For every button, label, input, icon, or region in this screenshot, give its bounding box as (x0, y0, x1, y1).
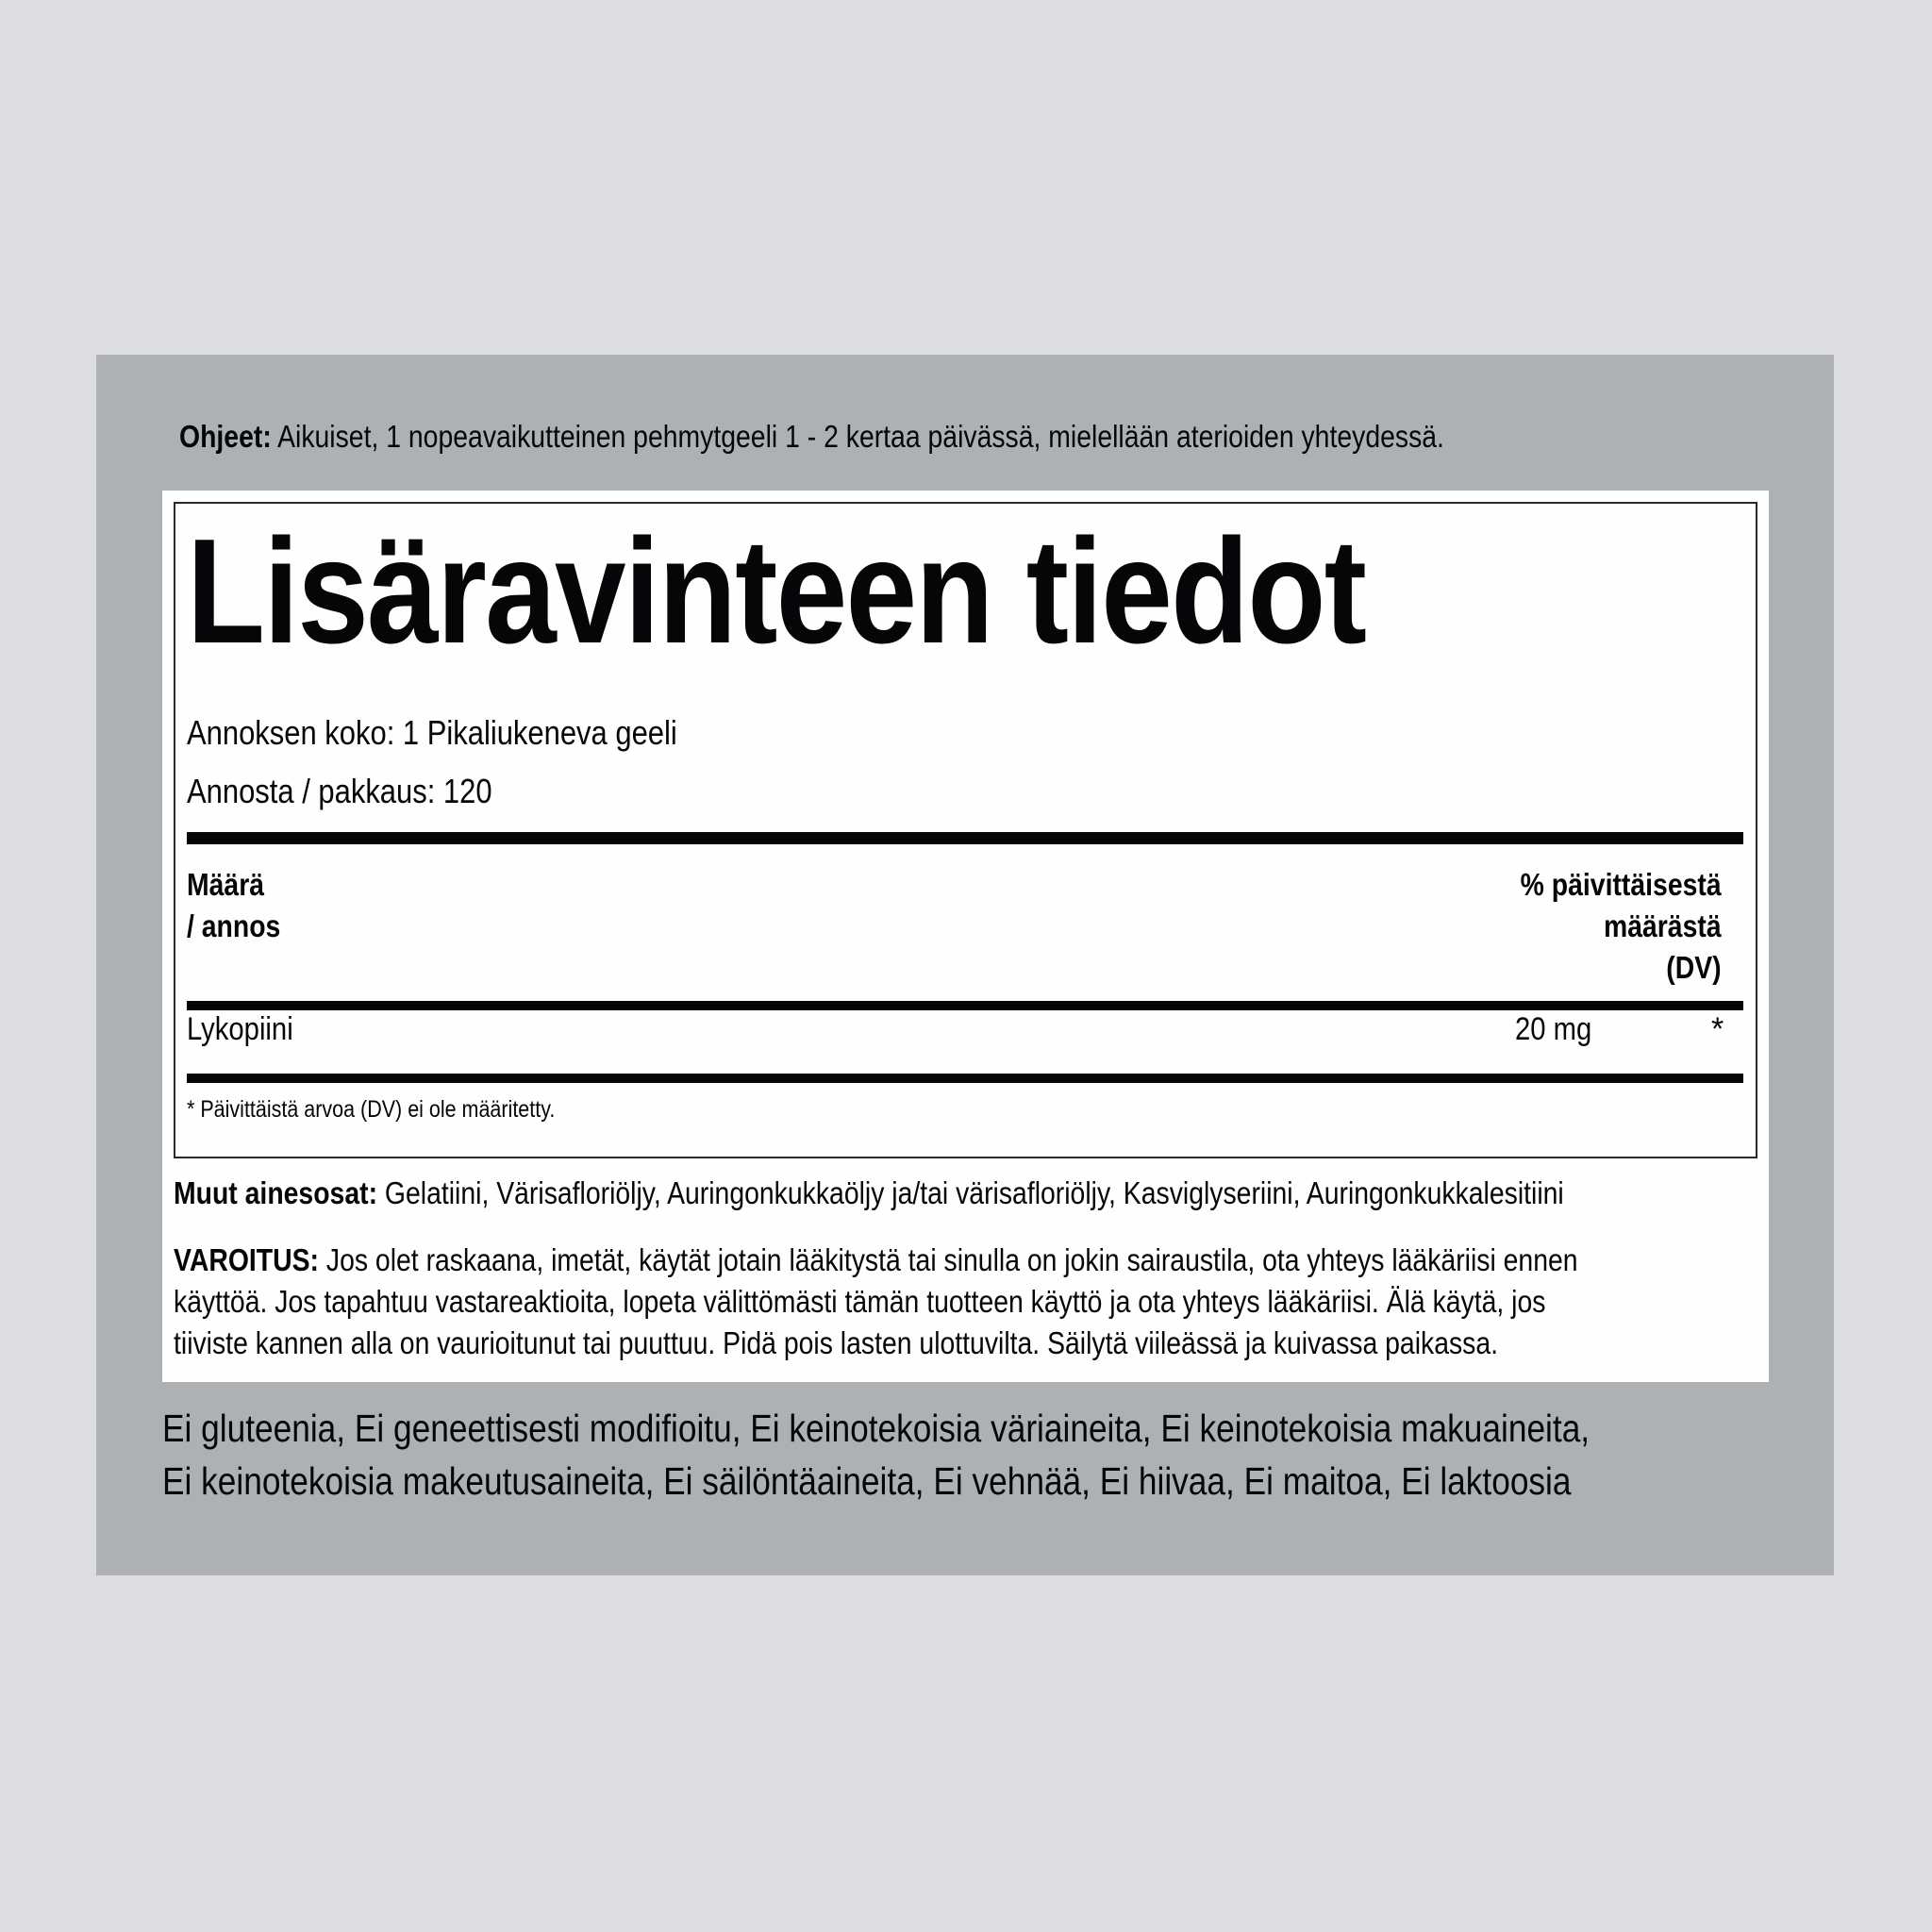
free-from-claims (162, 1402, 1590, 1507)
thick-divider (187, 1074, 1743, 1083)
daily-value-header (1521, 864, 1722, 989)
label-panel (96, 355, 1834, 1575)
nutrient-row (187, 1011, 1734, 1058)
supplement-facts-panel (174, 502, 1757, 1158)
directions (179, 419, 1444, 455)
thick-divider (187, 832, 1743, 844)
supplement-label-box (162, 491, 1769, 1382)
header-right-line: (DV) (1666, 950, 1722, 985)
warning-line: käyttöä. Jos tapahtuu vastareaktioita, lopeta välittömästi tämän tuotteen käyttö ja ota yhteys lääkäriisi. Älä käytä, jos (174, 1284, 1546, 1319)
other-ingredients (174, 1175, 1564, 1211)
free-from-line: Ei gluteenia, Ei geneettisesti modifioitu, Ei keinotekoisia väriaineita, Ei keinotekoisia makuaineita, (162, 1407, 1591, 1450)
other-ingredients-text: Gelatiini, Värisafloriöljy, Auringonkukkaöljy ja/tai värisafloriöljy, Kasviglyseriini, Auringonkukkalesitiini (377, 1175, 1564, 1210)
facts-title: Lisäravinteen tiedot (187, 508, 1366, 675)
warning-label: VAROITUS: (174, 1242, 319, 1277)
header-left-line: Määrä (187, 867, 265, 902)
directions-text: Aikuiset, 1 nopeavaikutteinen pehmytgeeli 1 - 2 kertaa päivässä, mielellään aterioiden yhteydessä. (271, 419, 1444, 454)
servings-per-container: Annosta / pakkaus: 120 (187, 772, 492, 810)
directions-label: Ohjeet: (179, 419, 272, 454)
header-right-line: määrästä (1604, 908, 1722, 943)
header-right-line: % päivittäisestä (1521, 867, 1722, 902)
serving-size: Annoksen koko: 1 Pikaliukeneva geeli (187, 713, 677, 752)
amount-per-serving-header (187, 864, 280, 947)
other-ingredients-label: Muut ainesosat: (174, 1175, 378, 1210)
nutrient-name: Lykopiini (187, 1011, 293, 1047)
warning-text: Jos olet raskaana, imetät, käytät jotain lääkitystä tai sinulla on jokin sairaustila, ota yhteys lääkäriisi ennen (318, 1242, 1578, 1277)
warning (174, 1240, 1764, 1364)
thick-divider (187, 1001, 1743, 1010)
nutrient-dv: * (1711, 1011, 1724, 1047)
warning-line (174, 1240, 1764, 1281)
dv-footnote: * Päivittäistä arvoa (DV) ei ole määritetty. (187, 1096, 556, 1123)
free-from-line: Ei keinotekoisia makeutusaineita, Ei säilöntäaineita, Ei vehnää, Ei hiivaa, Ei maitoa, Ei laktoosia (162, 1459, 1572, 1503)
header-left-line: / annos (187, 908, 281, 943)
nutrient-amount: 20 mg (1515, 1011, 1592, 1047)
warning-line: tiiviste kannen alla on vaurioitunut tai puuttuu. Pidä pois lasten ulottuvilta. Säilytä viileässä ja kuivassa paikassa. (174, 1325, 1499, 1360)
